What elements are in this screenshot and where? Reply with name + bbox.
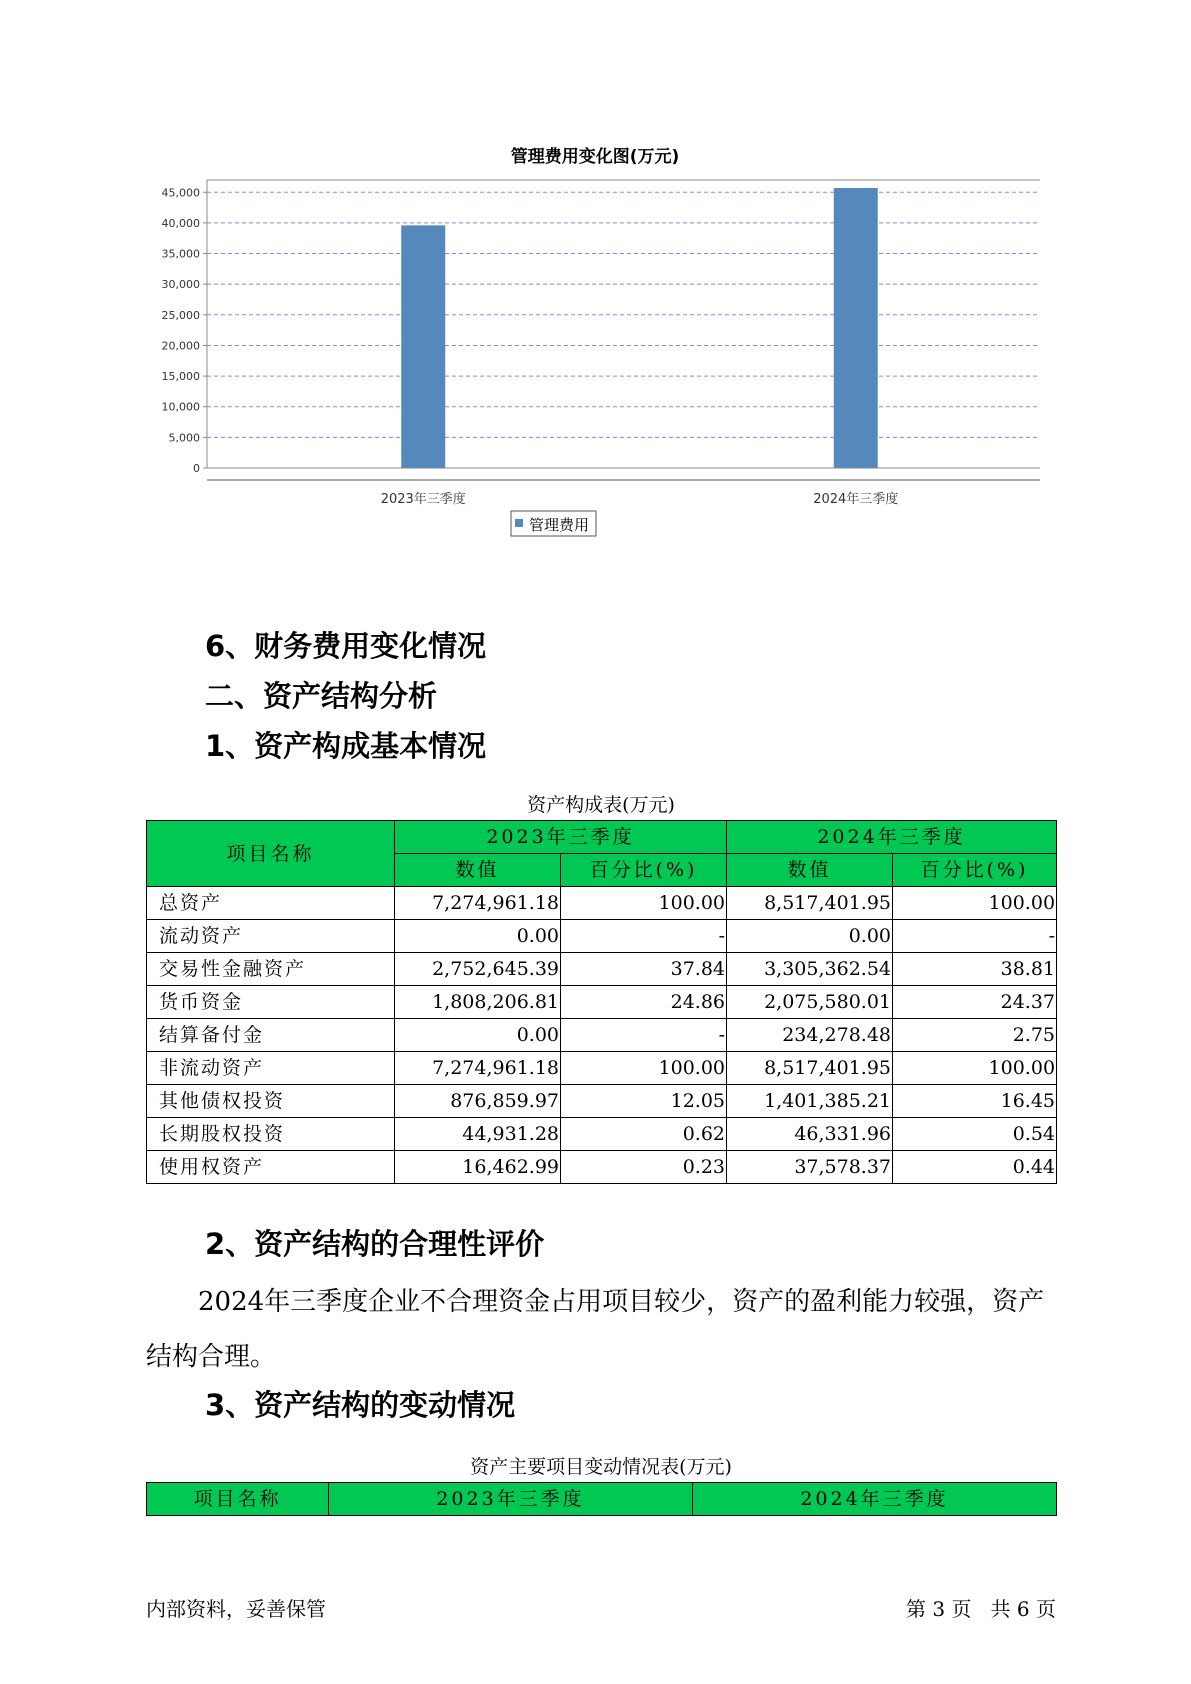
value-2023: 0.00 — [395, 920, 561, 953]
grid-lines — [207, 192, 1040, 437]
pct-2024: 100.00 — [893, 887, 1057, 920]
header-value-2023: 数值 — [395, 854, 561, 887]
heading-asset-composition: 1、资产构成基本情况 — [205, 729, 487, 763]
legend-label: 管理费用 — [529, 516, 590, 534]
pct-2023: 100.00 — [561, 1052, 727, 1085]
chart-legend — [511, 511, 596, 536]
header-period-2023: 2023年三季度 — [395, 821, 727, 854]
value-2024: 8,517,401.95 — [727, 1052, 893, 1085]
row-name: 交易性金融资产 — [147, 953, 395, 986]
row-name: 使用权资产 — [147, 1151, 395, 1184]
pct-2024: 0.44 — [893, 1151, 1057, 1184]
value-2023: 0.00 — [395, 1019, 561, 1052]
pct-2024: 38.81 — [893, 953, 1057, 986]
y-tick-label: 30,000 — [161, 278, 200, 292]
value-2023: 876,859.97 — [395, 1085, 561, 1118]
y-tick-label: 0 — [193, 462, 200, 475]
pct-2024: 100.00 — [893, 1052, 1057, 1085]
pct-2024: 16.45 — [893, 1085, 1057, 1118]
y-tick-label: 25,000 — [161, 308, 200, 322]
table-row — [147, 1151, 1057, 1184]
table-row — [147, 953, 1057, 986]
pct-2024: - — [893, 920, 1057, 953]
legend-swatch — [515, 519, 523, 527]
value-2023: 16,462.99 — [395, 1151, 561, 1184]
bar — [834, 188, 878, 468]
value-2024: 46,331.96 — [727, 1118, 893, 1151]
header-item-name: 项目名称 — [147, 1483, 329, 1516]
value-2024: 3,305,362.54 — [727, 953, 893, 986]
heading-asset-structure-change: 3、资产结构的变动情况 — [205, 1388, 516, 1422]
table-row — [147, 887, 1057, 920]
x-tick-label: 2024年三季度 — [813, 492, 899, 507]
header-period-2023: 2023年三季度 — [329, 1483, 693, 1516]
table-row — [147, 986, 1057, 1019]
evaluation-paragraph — [146, 1275, 1056, 1385]
table-row — [147, 920, 1057, 953]
value-2023: 1,808,206.81 — [395, 986, 561, 1019]
value-2024: 1,401,385.21 — [727, 1085, 893, 1118]
asset-composition-table — [146, 820, 1057, 1184]
y-tick-label: 5,000 — [168, 431, 200, 445]
y-tick-label: 10,000 — [161, 400, 200, 414]
table2-caption: 资产主要项目变动情况表(万元) — [470, 1456, 732, 1478]
footer-confidential: 内部资料，妥善保管 — [146, 1597, 326, 1621]
value-2023: 2,752,645.39 — [395, 953, 561, 986]
x-tick-label: 2023年三季度 — [380, 492, 466, 507]
row-name: 结算备付金 — [147, 1019, 395, 1052]
evaluation-text: 2024年三季度企业不合理资金占用项目较少，资产的盈利能力较强，资产结构合理。 — [146, 1287, 1045, 1372]
table-row — [147, 1118, 1057, 1151]
x-axis-ticks — [381, 491, 899, 507]
header-period-2024: 2024年三季度 — [727, 821, 1057, 854]
pct-2023: - — [561, 1019, 727, 1052]
pct-2023: 12.05 — [561, 1085, 727, 1118]
value-2023: 7,274,961.18 — [395, 887, 561, 920]
y-axis-ticks — [162, 186, 208, 475]
value-2024: 234,278.48 — [727, 1019, 893, 1052]
pct-2023: - — [561, 920, 727, 953]
table-row — [147, 1052, 1057, 1085]
pct-2024: 2.75 — [893, 1019, 1057, 1052]
pct-2023: 100.00 — [561, 887, 727, 920]
table-row — [147, 1085, 1057, 1118]
row-name: 货币资金 — [147, 986, 395, 1019]
bar — [401, 225, 445, 468]
chart-title: 管理费用变化图(万元) — [510, 147, 680, 167]
value-2024: 2,075,580.01 — [727, 986, 893, 1019]
management-expense-chart — [140, 135, 1040, 595]
header-item-name: 项目名称 — [147, 821, 395, 887]
value-2023: 7,274,961.18 — [395, 1052, 561, 1085]
table-row — [147, 1019, 1057, 1052]
row-name: 其他债权投资 — [147, 1085, 395, 1118]
row-name: 长期股权投资 — [147, 1118, 395, 1151]
bars — [401, 188, 878, 468]
row-name: 流动资产 — [147, 920, 395, 953]
heading-financial-expense: 6、财务费用变化情况 — [205, 629, 487, 663]
pct-2023: 0.62 — [561, 1118, 727, 1151]
y-tick-label: 35,000 — [161, 247, 200, 261]
y-tick-label: 20,000 — [161, 339, 200, 353]
pct-2023: 24.86 — [561, 986, 727, 1019]
header-period-2024: 2024年三季度 — [693, 1483, 1057, 1516]
row-name: 非流动资产 — [147, 1052, 395, 1085]
header-pct-2023: 百分比(%) — [561, 854, 727, 887]
value-2024: 0.00 — [727, 920, 893, 953]
table1-caption: 资产构成表(万元) — [527, 794, 675, 816]
row-name: 总资产 — [147, 887, 395, 920]
pct-2024: 24.37 — [893, 986, 1057, 1019]
pct-2024: 0.54 — [893, 1118, 1057, 1151]
y-tick-label: 40,000 — [161, 216, 200, 230]
heading-asset-structure-analysis: 二、资产结构分析 — [205, 679, 438, 713]
y-tick-label: 15,000 — [161, 370, 200, 384]
asset-change-table — [146, 1482, 1057, 1516]
value-2024: 37,578.37 — [727, 1151, 893, 1184]
pct-2023: 37.84 — [561, 953, 727, 986]
y-tick-label: 45,000 — [161, 186, 200, 200]
pct-2023: 0.23 — [561, 1151, 727, 1184]
footer-page-number: 第 3 页 共 6 页 — [906, 1597, 1056, 1621]
header-pct-2024: 百分比(%) — [893, 854, 1057, 887]
header-value-2024: 数值 — [727, 854, 893, 887]
value-2023: 44,931.28 — [395, 1118, 561, 1151]
heading-asset-structure-evaluation: 2、资产结构的合理性评价 — [205, 1227, 545, 1261]
value-2024: 8,517,401.95 — [727, 887, 893, 920]
